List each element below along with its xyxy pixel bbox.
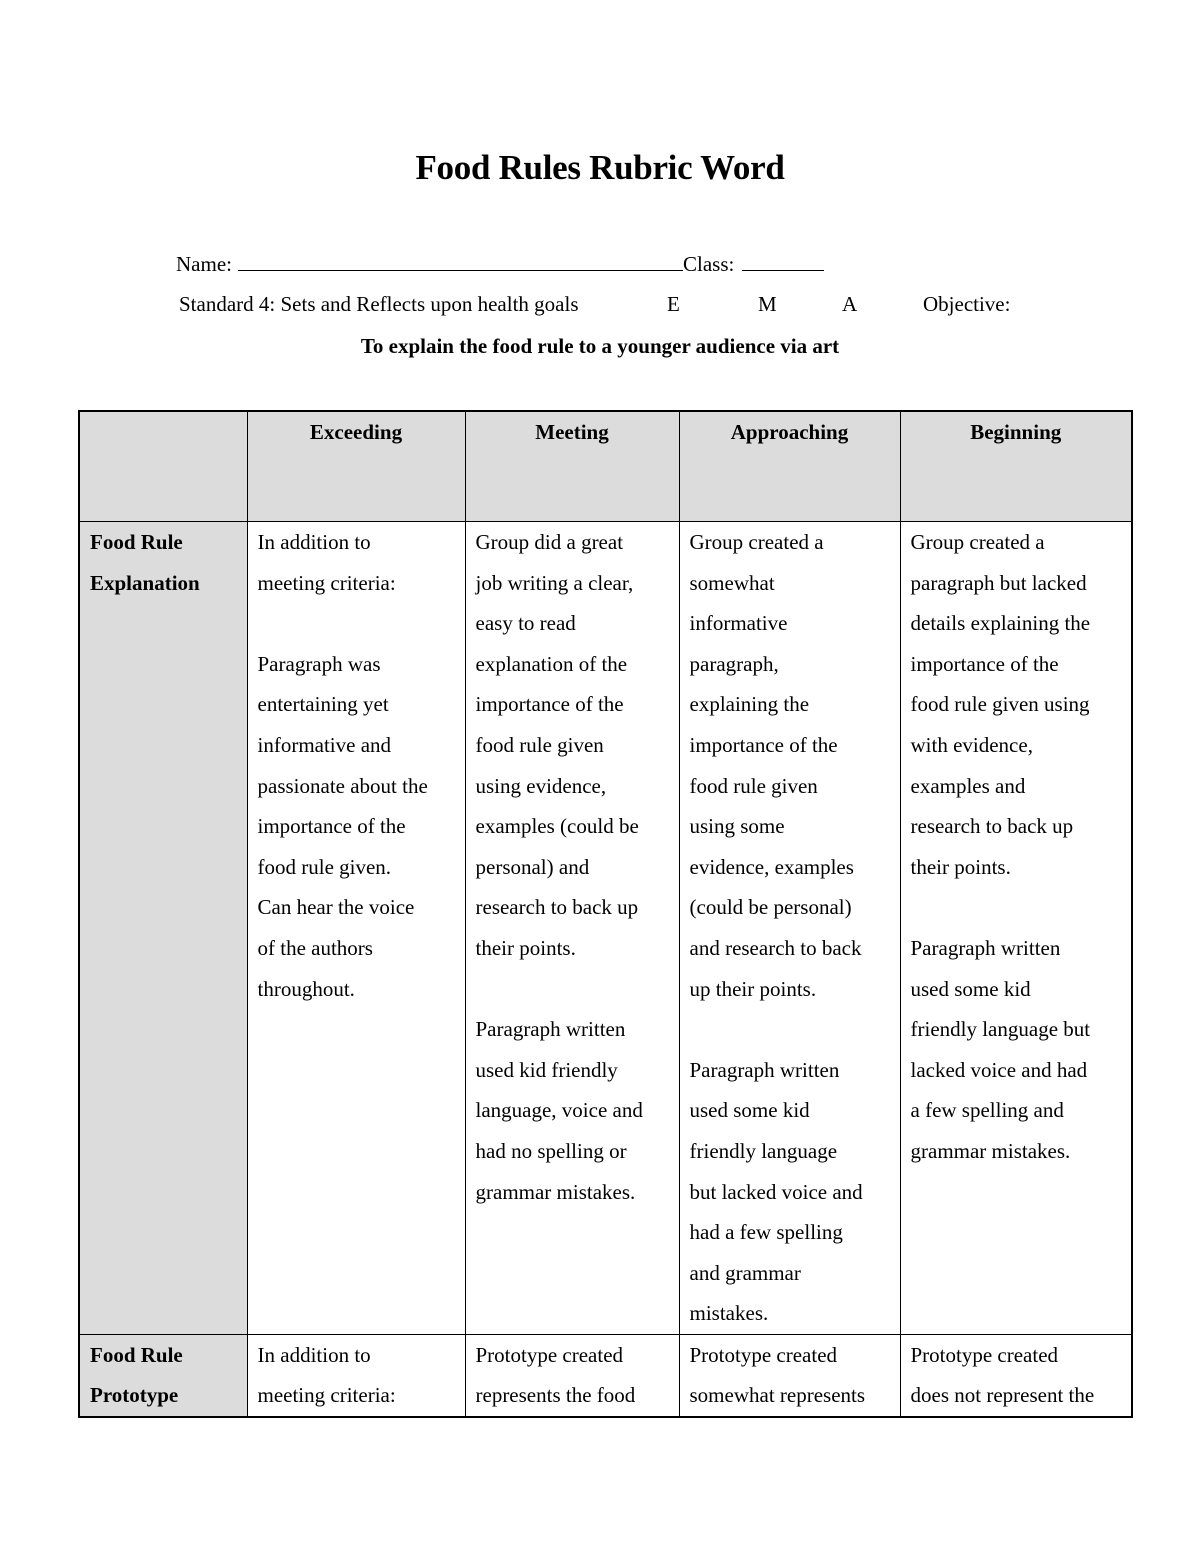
class-label: Class: (682, 252, 735, 276)
level-meeting: M (758, 292, 777, 316)
document-title: Food Rules Rubric Word (415, 148, 785, 187)
rubric-table (78, 410, 1133, 1418)
header-row (79, 411, 1132, 522)
header-meeting: Meeting (465, 411, 679, 522)
level-approaching: A (842, 292, 858, 316)
cell-explanation-exceeding: In addition to meeting criteria: Paragraph was entertaining yet informative and passionate about the importance of the food rule given. Can hear the voice of the authors throughout. (247, 522, 465, 1335)
cell-explanation-approaching: Group created a somewhat informative paragraph, explaining the importance of the food rule given using some evidence, examples (could be personal) and research to back up their points. Paragraph written used some kid friendly language but lacked voice and had a few spelling and grammar mistakes. (679, 522, 900, 1335)
objective-text: To explain the food rule to a younger audience via art (360, 334, 840, 358)
cell-explanation-beginning: Group created a paragraph but lacked details explaining the importance of the food rule given using with evidence, examples and research to back up their points. Paragraph written used some kid friendly language but lacked voice and had a few spelling and grammar mistakes. (900, 522, 1132, 1335)
header-corner-cell (79, 411, 247, 522)
level-exceeding: E (667, 292, 680, 316)
standard-text: Standard 4: Sets and Reflects upon health goals (179, 292, 579, 316)
cell-explanation-meeting: Group did a great job writing a clear, easy to read explanation of the importance of the food rule given using evidence, examples (could be personal) and research to back up their points. Paragraph written used kid friendly language, voice and had no spelling or grammar mistakes. (465, 522, 679, 1335)
header-beginning: Beginning (900, 411, 1132, 522)
row-label-prototype: Food Rule Prototype (79, 1334, 247, 1417)
name-label: Name: (176, 252, 232, 276)
table-row (79, 522, 1132, 1335)
row-label-explanation: Food Rule Explanation (79, 522, 247, 1335)
cell-prototype-meeting: Prototype created represents the food (465, 1334, 679, 1417)
class-blank (742, 250, 824, 271)
cell-prototype-beginning: Prototype created does not represent the (900, 1334, 1132, 1417)
header-exceeding: Exceeding (247, 411, 465, 522)
objective-label: Objective: (923, 292, 1011, 316)
name-blank (238, 250, 683, 271)
cell-prototype-exceeding: In addition to meeting criteria: (247, 1334, 465, 1417)
cell-prototype-approaching: Prototype created somewhat represents (679, 1334, 900, 1417)
name-class-line (176, 250, 824, 277)
header-approaching: Approaching (679, 411, 900, 522)
table-row (79, 1334, 1132, 1417)
